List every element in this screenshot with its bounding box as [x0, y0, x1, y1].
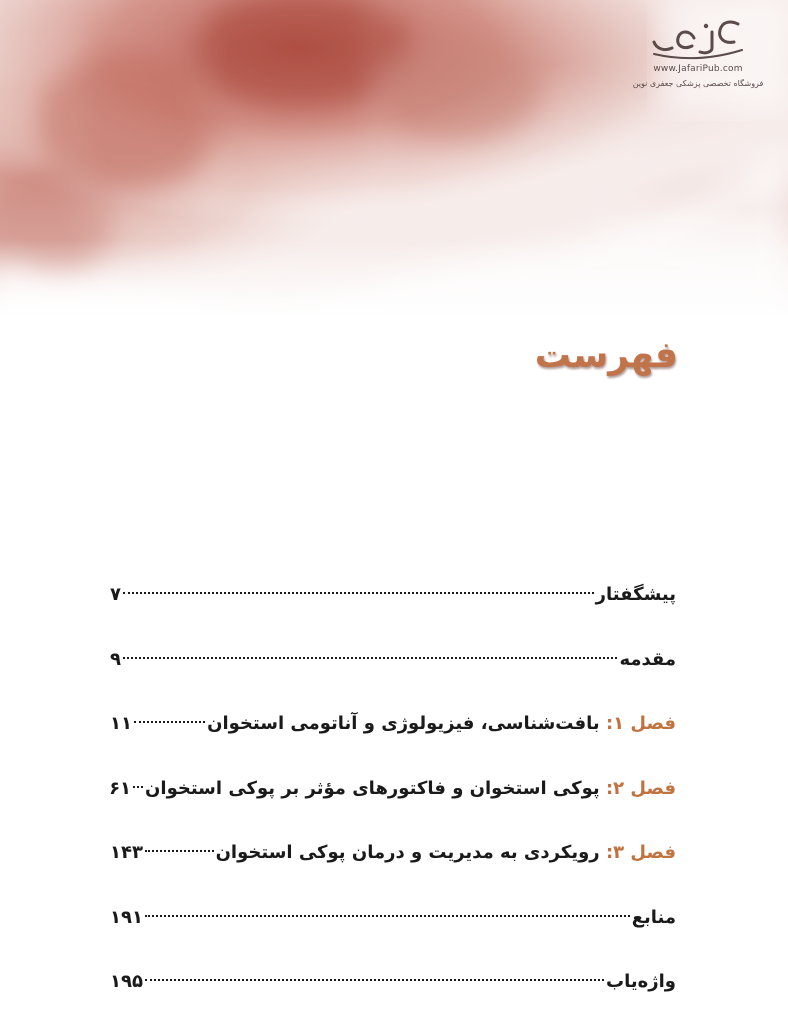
toc-dot-leader — [123, 592, 594, 594]
toc-page-number: ۹ — [110, 648, 121, 670]
publisher-logo-mark-icon — [650, 18, 746, 62]
toc-entry-label — [207, 707, 676, 741]
toc-dot-leader — [134, 721, 205, 723]
toc-entry-label — [606, 965, 676, 999]
toc-page-number: ۱۱ — [110, 713, 132, 734]
toc-chapter-prefix: فصل ۱: — [605, 713, 676, 734]
toc-entry-glossary[interactable] — [110, 965, 676, 1012]
toc-entry-chapter-1[interactable] — [110, 707, 676, 772]
toc-entry-title: پیشگفتار — [595, 584, 676, 605]
toc-entry-title: منابع — [631, 906, 676, 928]
table-of-contents — [110, 578, 676, 1012]
toc-page-number: ۶۱ — [109, 777, 132, 799]
toc-entry-label — [596, 578, 676, 612]
toc-dot-leader — [145, 979, 604, 981]
toc-entry-label — [216, 836, 676, 870]
toc-chapter-prefix: فصل ۳: — [605, 842, 676, 863]
publisher-caption: فروشگاه تخصصی پزشکی جعفری نوین — [632, 79, 764, 88]
toc-page-number: ۱۴۳ — [110, 842, 143, 863]
toc-entry-label — [632, 901, 676, 935]
toc-entry-title: پوکی استخوان و فاکتورهای مؤثر بر پوکی استخوان — [145, 777, 600, 799]
toc-entry-chapter-2[interactable] — [110, 772, 676, 837]
toc-dot-leader — [145, 915, 630, 917]
toc-dot-leader — [145, 850, 214, 852]
page-title: فهرست — [534, 335, 678, 376]
toc-page-number: ۱۹۱ — [110, 906, 143, 928]
toc-page-number: ۷ — [110, 584, 121, 605]
toc-chapter-prefix: فصل ۲: — [605, 777, 676, 799]
toc-entry-label — [619, 643, 676, 677]
toc-entry-title: رویکردی به مدیریت و درمان پوکی استخوان — [215, 842, 600, 863]
toc-dot-leader — [133, 786, 143, 788]
toc-entry-references[interactable] — [110, 901, 676, 966]
toc-entry-label — [145, 772, 676, 806]
toc-page-number: ۱۹۵ — [110, 971, 143, 992]
toc-entry-title: مقدمه — [619, 648, 676, 670]
publisher-url[interactable]: www.JafariPub.com — [653, 64, 743, 74]
toc-entry-preface[interactable] — [110, 578, 676, 643]
publisher-logo[interactable] — [628, 18, 768, 98]
toc-entry-title: واژه‌یاب — [606, 971, 676, 992]
toc-entry-title: بافت‌شناسی، فیزیولوژی و آناتومی استخوان — [207, 713, 600, 734]
toc-dot-leader — [123, 657, 617, 659]
toc-entry-introduction[interactable] — [110, 643, 676, 708]
toc-entry-chapter-3[interactable] — [110, 836, 676, 901]
